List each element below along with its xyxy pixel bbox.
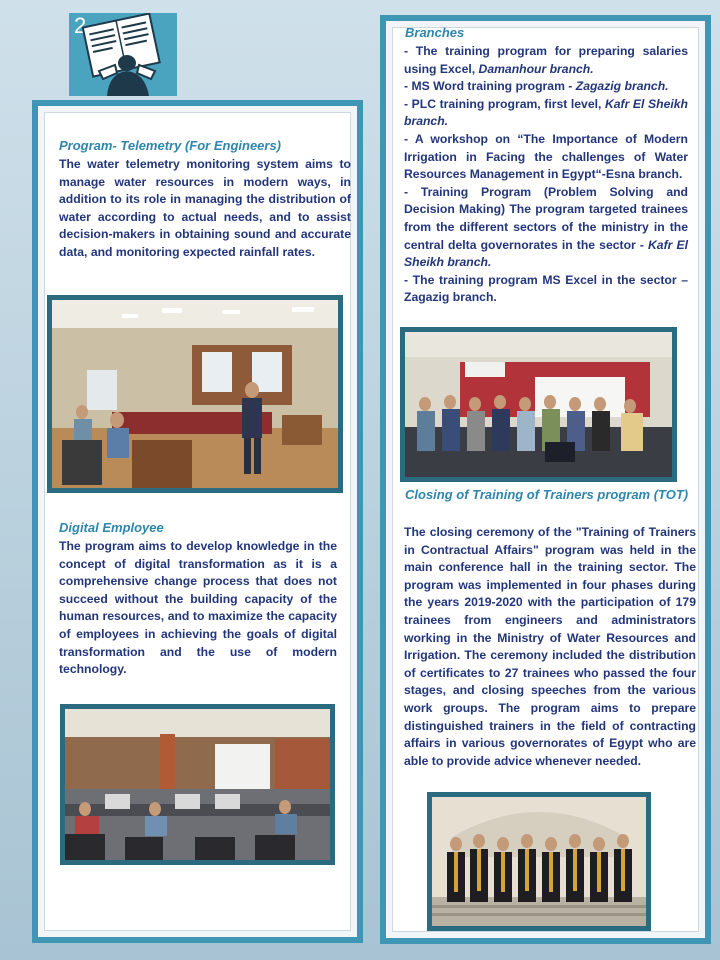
branch-item-text: - A workshop on “The Importance of Modern Irrigation in Facing the challenges of Water Resources Management in Egypt“-Esna branch. [404, 131, 688, 182]
branches-heading: Branches [405, 25, 465, 40]
tot-heading: Closing of Training of Trainers program (TOT) [405, 487, 689, 502]
branch-item-text: - MS Word training program - [404, 79, 576, 94]
branch-item [404, 131, 688, 184]
branch-item [404, 184, 688, 272]
digital-employee-heading: Digital Employee [59, 520, 164, 535]
tot-graduation-photo [427, 792, 651, 931]
branch-name: Kafr El Sheikh branch. [404, 96, 688, 129]
newspaper-reader-icon [69, 13, 177, 96]
branch-item-text: - The training program for preparing salaries using Excel, [404, 44, 688, 76]
branch-item-text: - The training program MS Excel in the sector – Zagazig branch. [404, 272, 688, 305]
branch-item-text: - PLC training program, first level, [404, 96, 605, 111]
branch-item [404, 78, 688, 96]
branch-item-text: - Training Program (Problem Solving and Decision Making) The program targeted trainees from the different sectors of the ministry in the central delta governorates in the sector - [404, 184, 688, 252]
tot-body: The closing ceremony of the "Training of Trainers in Contractual Affairs" program was held in the main conference hall in the training sector. The program was implemented in four phases during the years 2019-2020 with the participation of 179 trainees from engineers and administrators working in the Ministry of Water Resources and Irrigation. The ceremony included the distribution of certificates to 27 trainees who passed the four stages, and closing speeches from the various work groups. The program aims to prepare distinguished trainers in the field of contracting affairs in various governorates of Egypt who are able to provide advice whenever needed. [404, 525, 696, 768]
section-number-badge [69, 13, 177, 96]
branch-item [404, 272, 688, 307]
telemetry-training-photo [47, 295, 343, 493]
telemetry-heading: Program- Telemetry (For Engineers) [59, 138, 282, 153]
telemetry-body: The water telemetry monitoring system aims to manage water resources in modern ways, in addition to its role in managing the distribution of water according to actual needs, and to assist decision-makers in obtaining sound and accurate data, and monitoring expected rainfall rates. [59, 157, 351, 259]
branch-name: Kafr El Sheikh branch. [404, 237, 688, 270]
digital-employee-body: The program aims to develop knowledge in the concept of digital transformation as it is a comprehensive change process that does not succeed without the building capacity of the human resources, and to maximize the capacity of employees in achieving the goals of digital transformation and the use of modern technology. [59, 539, 337, 677]
branch-item [404, 43, 688, 78]
branch-name: Zagazig branch. [575, 79, 669, 94]
branch-item [404, 96, 688, 131]
section-number: 2 [74, 13, 87, 38]
branch-name: Damanhour branch. [478, 61, 594, 76]
digital-employee-photo [60, 704, 335, 865]
branches-group-photo [400, 327, 677, 482]
branches-list [404, 43, 688, 307]
